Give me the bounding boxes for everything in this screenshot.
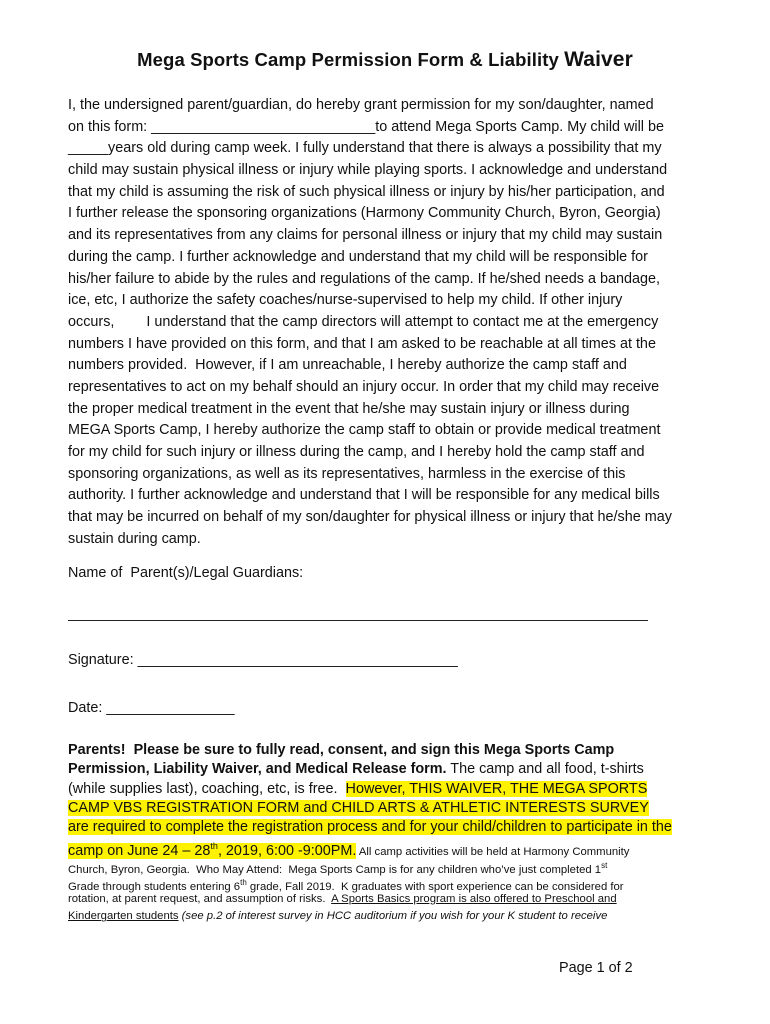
- camp-dates-text: camp on June 24 – 28: [68, 843, 211, 860]
- body-line: for my child for such injury or illness during the camp, and I hereby hold the camp staff and: [68, 444, 645, 460]
- highlighted-text: However, THIS WAIVER, THE MEGA SPORTS: [345, 780, 648, 797]
- notice-line: [68, 818, 718, 837]
- notice-line: Parents! Please be sure to fully read, consent, and sign this Mega Sports Camp: [68, 742, 615, 758]
- body-line: child may sustain physical illness or injury while playing sports. I acknowledge and understand: [68, 162, 668, 179]
- underlined-text: A Sports Basics program is also offered to Preschool and: [331, 893, 617, 906]
- parents-notice: [68, 741, 718, 926]
- signature-field[interactable]: Signature: ________________________________________: [68, 652, 458, 668]
- title-main: Mega Sports Camp Permission Form & Liability: [137, 49, 559, 70]
- body-line: _____years old during camp week. I fully understand that there is always a possibility that my: [68, 140, 662, 157]
- camp-dates-text: , 2019, 6:00 -9:00PM.: [217, 843, 357, 860]
- body-line: that may be incurred on behalf of my son/daughter for physical illness or injury that he/she may: [68, 509, 672, 526]
- waiver-body: [68, 95, 718, 550]
- notice-bold-text: Permission, Liability Waiver, and Medical Release form.: [68, 761, 447, 778]
- body-line: occurs, I understand that the camp directors will attempt to contact me at the emergency: [68, 313, 659, 330]
- notice-small-text: rotation, at parent request, and assumption of risks.: [68, 893, 332, 906]
- highlighted-text: CAMP VBS REGISTRATION FORM and CHILD ARTS & ATHLETIC INTERESTS SURVEY: [68, 799, 649, 816]
- body-line: on this form: ____________________________to attend Mega Sports Camp. My child will be: [68, 118, 665, 135]
- notice-line: [68, 780, 718, 799]
- superscript: th: [240, 877, 247, 887]
- notice-small-line: [68, 891, 718, 908]
- superscript: th: [210, 841, 218, 852]
- notice-small-line: [68, 908, 718, 925]
- notice-text: The camp and all food, t-shirts: [446, 761, 644, 778]
- body-line: authority. I further acknowledge and understand that I will be responsible for any medical bills: [68, 487, 660, 504]
- document-title: [0, 48, 770, 72]
- notice-line: [68, 799, 718, 818]
- body-line: I, the undersigned parent/guardian, do hereby grant permission for my son/daughter, named: [68, 97, 654, 113]
- notice-line: [68, 837, 718, 860]
- notice-small-text: All camp activities will be held at Harmony Community: [356, 846, 630, 859]
- notice-small-text: Grade through students entering 6: [68, 880, 241, 893]
- underlined-text: Kindergarten students: [68, 910, 179, 923]
- notice-line: [68, 760, 718, 779]
- date-field[interactable]: Date: ________________: [68, 700, 235, 716]
- body-line: MEGA Sports Camp, I hereby authorize the camp staff to obtain or provide medical treatment: [68, 422, 661, 439]
- body-line: sponsoring organizations, as well as its representatives, harmless in the exercise of this: [68, 465, 626, 482]
- page-number: Page 1 of 2: [559, 960, 633, 976]
- superscript: st: [601, 860, 608, 870]
- body-line: sustain during camp.: [68, 530, 201, 547]
- body-line: numbers provided. However, if I am unreachable, I hereby authorize the camp staff and: [68, 357, 627, 374]
- body-line: the proper medical treatment in the event that he/she may sustain injury or illness during: [68, 400, 630, 417]
- notice-text: (while supplies last), coaching, etc, is free.: [68, 780, 346, 797]
- body-line: ice, etc, I authorize the safety coaches/nurse-supervised to help my child. If other injury: [68, 292, 623, 309]
- body-line: numbers I have provided on this form, and that I am asked to be reachable at all times at the: [68, 335, 656, 352]
- notice-small-text: grade, Fall 2019. K graduates with sport experience can be considered for: [246, 880, 624, 893]
- notice-small-text: Church, Byron, Georgia. Who May Attend: Mega Sports Camp is for any children who’ve just completed 1: [68, 863, 602, 876]
- body-line: representatives to act on my behalf should an injury occur. In order that my child may receive: [68, 378, 660, 395]
- body-line: his/her failure to abide by the rules and regulations of the camp. If he/shed needs a bandage,: [68, 270, 661, 287]
- italic-text: (see p.2 of interest survey in HCC auditorium if you wish for your K student to receive: [178, 910, 608, 923]
- guardian-name-line[interactable]: [68, 620, 648, 621]
- title-last-word: Waiver: [564, 48, 633, 71]
- body-line: I further release the sponsoring organizations (Harmony Community Church, Byron, Georgia): [68, 205, 661, 222]
- body-line: and its representatives from any claims for personal illness or injury that my child may sustain: [68, 227, 663, 244]
- guardian-name-label: Name of Parent(s)/Legal Guardians:: [68, 565, 304, 581]
- body-line: during the camp. I further acknowledge and understand that my child will be responsible for: [68, 248, 648, 265]
- highlighted-text: are required to complete the registration process and for your child/children to participate in the: [68, 819, 672, 836]
- notice-small-line: [68, 857, 718, 874]
- notice-small-line: [68, 874, 718, 891]
- body-line: that my child is assuming the risk of such physical illness or injury by his/her participation, and: [68, 183, 665, 200]
